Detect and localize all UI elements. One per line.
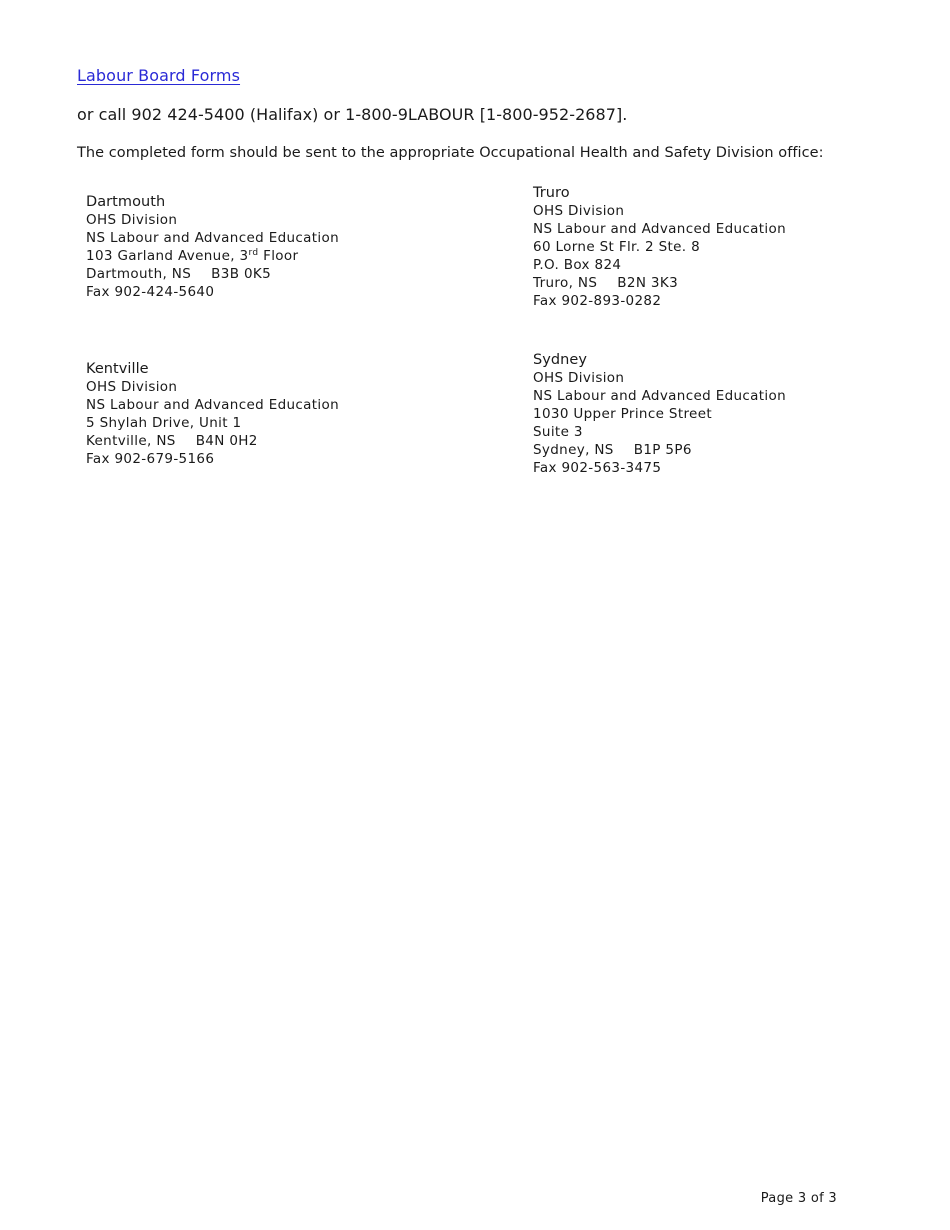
office-postal-code: B1P 5P6 <box>633 442 692 458</box>
office-street: 1030 Upper Prince Street <box>533 406 713 422</box>
office-locality: Truro, NS <box>533 275 598 291</box>
office-postal-code: B2N 3K3 <box>617 275 679 291</box>
office-locality-line <box>86 432 339 450</box>
office-street-main: 103 Garland Avenue, 3 <box>86 248 249 264</box>
office-locality-line <box>86 265 339 283</box>
office-street <box>86 247 339 265</box>
office-division: OHS Division <box>533 370 625 386</box>
office-fax: Fax 902-563-3475 <box>533 460 662 476</box>
office-city: Truro <box>533 185 570 201</box>
labour-board-forms-link[interactable]: Labour Board Forms <box>77 66 241 85</box>
office-city: Sydney <box>533 352 587 368</box>
office-kentville <box>86 360 339 468</box>
office-dartmouth <box>86 193 339 301</box>
office-locality-line <box>533 274 786 292</box>
office-locality: Sydney, NS <box>533 442 614 458</box>
office-sydney <box>533 351 786 477</box>
office-street: 5 Shylah Drive, Unit 1 <box>86 415 242 431</box>
office-division: OHS Division <box>533 203 625 219</box>
office-division: OHS Division <box>86 379 178 395</box>
office-division: OHS Division <box>86 212 178 228</box>
office-street: 60 Lorne St Flr. 2 Ste. 8 <box>533 239 701 255</box>
office-locality: Dartmouth, NS <box>86 266 192 282</box>
office-city: Dartmouth <box>86 194 166 210</box>
office-postal-code: B4N 0H2 <box>195 433 258 449</box>
page-number: Page 3 of 3 <box>760 1191 837 1206</box>
office-fax: Fax 902-893-0282 <box>533 293 662 309</box>
office-truro <box>533 184 786 310</box>
office-department: NS Labour and Advanced Education <box>533 221 787 237</box>
office-postal-code: B3B 0K5 <box>211 266 272 282</box>
office-street-superscript: rd <box>248 248 259 258</box>
office-suite: Suite 3 <box>533 424 583 440</box>
office-department: NS Labour and Advanced Education <box>86 230 340 246</box>
office-po-box: P.O. Box 824 <box>533 257 622 273</box>
office-fax: Fax 902-424-5640 <box>86 284 215 300</box>
office-city: Kentville <box>86 361 149 377</box>
submission-instructions: The completed form should be sent to the appropriate Occupational Health and Safety Division office: <box>77 145 824 161</box>
office-locality: Kentville, NS <box>86 433 176 449</box>
office-fax: Fax 902-679-5166 <box>86 451 215 467</box>
call-instructions: or call 902 424-5400 (Halifax) or 1-800-9LABOUR [1-800-952-2687]. <box>77 105 628 124</box>
office-department: NS Labour and Advanced Education <box>86 397 340 413</box>
office-street-floor: Floor <box>258 248 299 264</box>
office-department: NS Labour and Advanced Education <box>533 388 787 404</box>
office-locality-line <box>533 441 786 459</box>
